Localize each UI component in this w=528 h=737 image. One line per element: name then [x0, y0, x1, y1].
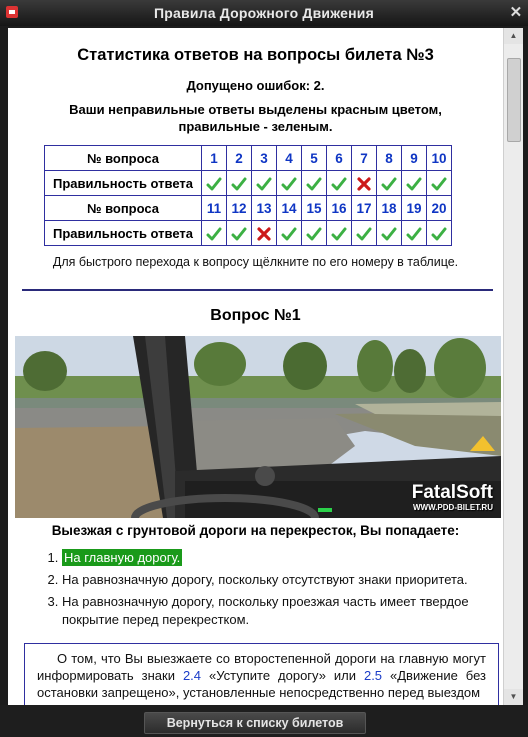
correct-check-icon [302, 171, 327, 196]
answer-option-1-text: На главную дорогу. [64, 550, 181, 565]
sign-link-2-4[interactable]: 2.4 [182, 668, 202, 683]
question-link-17[interactable]: 17 [352, 196, 377, 221]
correct-check-icon [202, 221, 227, 246]
correct-check-icon [402, 171, 427, 196]
window-titlebar [0, 0, 528, 26]
correct-check-icon [327, 171, 352, 196]
question-link-19[interactable]: 19 [402, 196, 427, 221]
content-viewport[interactable] [8, 28, 503, 705]
answer-option-2-text: На равнозначную дорогу, поскольку отсутствуют знаки приоритета. [62, 572, 468, 587]
question-link-13[interactable]: 13 [252, 196, 277, 221]
answer-option-3[interactable] [62, 593, 503, 629]
question-link-6[interactable]: 6 [327, 146, 352, 171]
correct-check-icon [377, 171, 402, 196]
correct-check-icon [427, 221, 452, 246]
errors-note-line2: правильные - зеленым. [178, 119, 333, 134]
window-title: Правила Дорожного Движения [154, 5, 374, 21]
watermark-logo: FatalSoft [411, 482, 493, 503]
question-link-15[interactable]: 15 [302, 196, 327, 221]
question-link-5[interactable]: 5 [302, 146, 327, 171]
vertical-scrollbar[interactable] [503, 28, 523, 705]
question-link-9[interactable]: 9 [402, 146, 427, 171]
close-button[interactable] [507, 4, 525, 21]
wrong-cross-icon [352, 171, 377, 196]
question-title: Вопрос №1 [210, 307, 301, 324]
correct-check-icon [377, 221, 402, 246]
correct-check-icon [227, 221, 252, 246]
scroll-up-arrow-icon[interactable]: ▲ [504, 28, 523, 44]
stats-title: Статистика ответов на вопросы билета №3 [77, 46, 434, 64]
back-to-tickets-button[interactable]: Вернуться к списку билетов [144, 712, 366, 734]
correct-check-icon [402, 221, 427, 246]
explanation-box [24, 643, 499, 705]
correct-check-icon [277, 171, 302, 196]
question-link-4[interactable]: 4 [277, 146, 302, 171]
errors-note-line1: Ваши неправильные ответы выделены красным цветом, [69, 102, 442, 117]
answer-option-1[interactable] [62, 549, 503, 567]
correct-check-icon [202, 171, 227, 196]
correct-check-icon [302, 221, 327, 246]
correct-check-icon [227, 171, 252, 196]
question-link-14[interactable]: 14 [277, 196, 302, 221]
errors-note [8, 101, 503, 135]
question-link-11[interactable]: 11 [202, 196, 227, 221]
question-link-12[interactable]: 12 [227, 196, 252, 221]
question-text: Выезжая с грунтовой дороги на перекресток, Вы попадаете: [51, 523, 460, 538]
explanation-text-3: «Движение без остановки запрещено», установленные непосредственно перед выездом [37, 668, 486, 700]
answer-result-row [45, 221, 452, 246]
answer-result-row [45, 171, 452, 196]
answer-options [8, 549, 503, 629]
close-icon: ✕ [509, 4, 523, 21]
scroll-thumb[interactable] [507, 58, 521, 142]
row-label-number: № вопроса [45, 196, 202, 221]
scroll-down-arrow-icon[interactable]: ▼ [504, 689, 523, 705]
question-link-2[interactable]: 2 [227, 146, 252, 171]
correct-check-icon [252, 171, 277, 196]
question-image [15, 336, 501, 518]
question-link-18[interactable]: 18 [377, 196, 402, 221]
row-label-number: № вопроса [45, 146, 202, 171]
sign-link-2-5[interactable]: 2.5 [363, 668, 383, 683]
correct-check-icon [427, 171, 452, 196]
answers-table [44, 145, 452, 246]
divider [22, 289, 493, 291]
question-link-7[interactable]: 7 [352, 146, 377, 171]
bottom-bar [0, 705, 528, 737]
question-link-1[interactable]: 1 [202, 146, 227, 171]
correct-check-icon [277, 221, 302, 246]
content [8, 28, 503, 705]
question-number-row [45, 196, 452, 221]
wrong-cross-icon [252, 221, 277, 246]
answer-option-3-text: На равнозначную дорогу, поскольку проезжая часть имеет твердое покрытие перед перекрестком. [62, 594, 469, 627]
row-label-result: Правильность ответа [45, 171, 202, 196]
question-link-20[interactable]: 20 [427, 196, 452, 221]
question-link-3[interactable]: 3 [252, 146, 277, 171]
question-link-10[interactable]: 10 [427, 146, 452, 171]
explanation-text-2: «Уступите дорогу» или [201, 668, 364, 683]
table-hint: Для быстрого перехода к вопросу щёлкните по его номеру в таблице. [52, 255, 459, 269]
question-number-row [45, 146, 452, 171]
question-link-8[interactable]: 8 [377, 146, 402, 171]
explanation-text-1: О том, что Вы выезжаете со второстепенной дороги на главную могут информировать знаки [37, 651, 486, 683]
row-label-result: Правильность ответа [45, 221, 202, 246]
answer-option-2[interactable] [62, 571, 503, 589]
app-icon [5, 5, 19, 19]
correct-check-icon [327, 221, 352, 246]
errors-count: Допущено ошибок: 2. [186, 78, 325, 93]
watermark-url: WWW.PDD-BILET.RU [413, 503, 493, 512]
correct-check-icon [352, 221, 377, 246]
question-link-16[interactable]: 16 [327, 196, 352, 221]
